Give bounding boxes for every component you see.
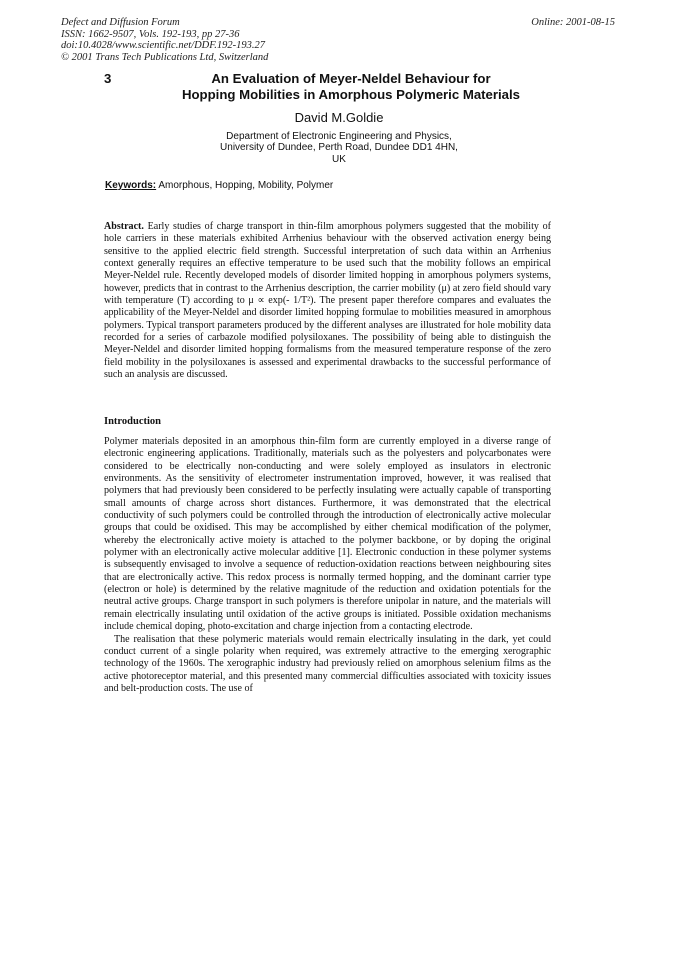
- abstract: [104, 221, 551, 381]
- paper-title-line-2: Hopping Mobilities in Amorphous Polymeric Materials: [181, 87, 521, 102]
- section-heading-introduction: Introduction: [104, 416, 161, 427]
- author-name: David M.Goldie: [294, 110, 384, 125]
- introduction-body: [104, 436, 551, 695]
- affiliation-line-1: Department of Electronic Engineering and Physics,: [226, 131, 452, 142]
- keywords-label: Keywords:: [105, 180, 157, 191]
- paper-number: 3: [104, 71, 112, 86]
- journal-header: [61, 17, 268, 63]
- issn-line: ISSN: 1662-9507, Vols. 192-193, pp 27-36: [61, 28, 240, 40]
- abstract-label: Abstract.: [104, 221, 144, 232]
- intro-paragraph-1: Polymer materials deposited in an amorphous thin-film form are currently employed in a diverse range of electronic engineering applications. Traditionally, materials such as the polyesters and polycarbonates were considered to be electrically non-conducting and were solely employed as insulators in electronic environments. As the sensitivity of electrometer instrumentation improved, however, it was realised that polymers that had previously been considered to be perfectly insulating were actually capable of transporting small amounts of charge across short distances. Furthermore, it was demonstrated that the electrical conductivity of such polymers could be controlled through the introduction of electronically active molecular groups that could be oxidised. This may be accomplished by either chemical modification of the polymer, whereby the electronically active moiety is attached to the polymer backbone, or by doping the original polymer with an electronically active molecular additive [1]. Electronic conduction in these polymer systems is subsequently envisaged to involve a sequence of reduction-oxidation reactions between neighbouring sites that are electronically active. This redox process is normally termed hopping, and the dominant carrier type (electron or hole) is determined by the relative magnitude of the reduction and oxidation potentials for the neutral active groups. Charge transport in such polymers is therefore unipolar in nature, and the materials will remain electrically insulating until oxidation of the active groups is initiated. Possible oxidation mechanisms include chemical doping, photo-excitation and charge injection from a contacting electrode.: [104, 436, 551, 633]
- journal-name: Defect and Diffusion Forum: [61, 17, 180, 28]
- affiliation-line-2: University of Dundee, Perth Road, Dundee DD1 4HN,: [220, 142, 458, 154]
- copyright-line: © 2001 Trans Tech Publications Ltd, Switzerland: [61, 51, 269, 63]
- keywords: [105, 180, 333, 191]
- paper-title-line-1: An Evaluation of Meyer-Neldel Behaviour for: [211, 71, 491, 86]
- keywords-list: Amorphous, Hopping, Mobility, Polymer: [156, 180, 334, 191]
- online-date: Online: 2001-08-15: [531, 17, 615, 28]
- intro-paragraph-2: The realisation that these polymeric materials would remain electrically insulating in the dark, yet could conduct current of a single polarity when required, was extremely attractive to the emerging xerographic technology of the 1960s. The xerographic industry had previously relied on amorphous selenium films as the active photoreceptor material, and this presented many commercial difficulties associated with toxicity issues and belt-production costs. The use of: [104, 633, 551, 694]
- paper-title-block: [100, 71, 580, 103]
- doi-line: doi:10.4028/www.scientific.net/DDF.192-193.27: [61, 40, 266, 51]
- affiliation-line-3: UK: [332, 153, 346, 165]
- abstract-text: Early studies of charge transport in thin-film amorphous polymers suggested that the mobility of hole carriers in these materials exhibited Arrhenius behaviour with the observed activation energy being sensitive to the applied electric field strength. Successful interpretation of such data within an Arrhenius context generally requires an effective temperature to be used such that the mobility follows an empirical Meyer-Neldel rule. Recently developed models of disorder limited hopping in amorphous polymers systems, however, predicts that in contrast to the Arrhenius description, the carrier mobility (μ) at zero field should vary with temperature (T) according to μ ∝ exp(- 1/T²). The present paper therefore compares and evaluates the applicability of the Meyer-Neldel and disorder limited hopping formulae to mobilities measured in amorphous polymers. Typical transport parameters produced by the different analyses are illustrated for hole mobility data recorded for a series of carbazole modified polysiloxanes. The possibility of being able to distinguish the Meyer-Neldel and disorder limited hopping formalisms from the measured temperature response of the zero field mobility in the polysiloxanes is assessed and experimental drawbacks to the successful performance of such an analysis are discussed.: [104, 221, 551, 381]
- affiliation: [0, 131, 678, 165]
